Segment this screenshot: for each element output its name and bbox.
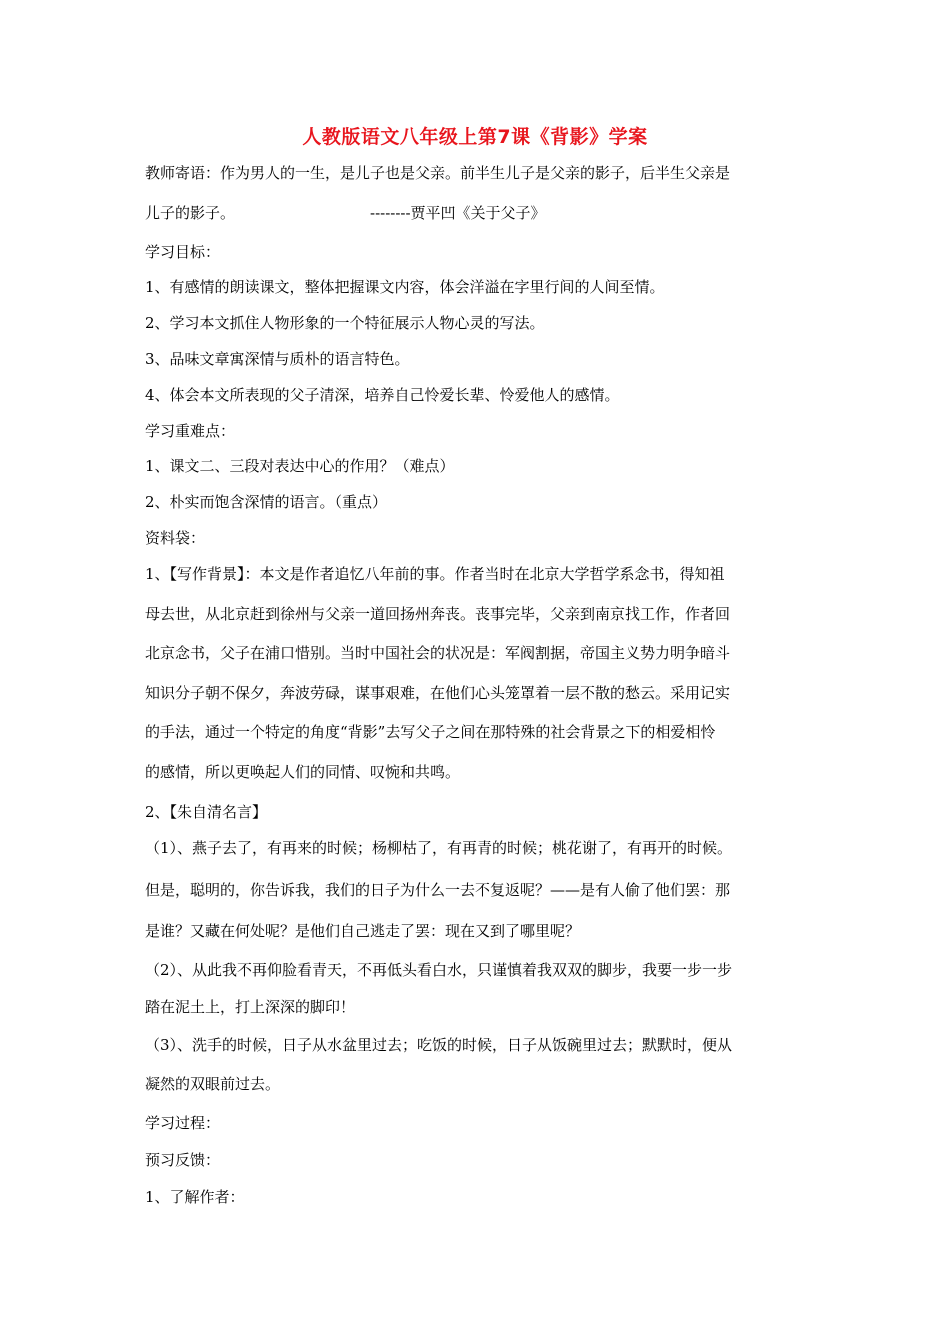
teacher-words-line-1: 教师寄语：作为男人的一生，是儿子也是父亲。前半生儿子是父亲的影子，后半生父亲是 xyxy=(145,164,731,182)
quote-1-line: 是谁？又藏在何处呢？是他们自己逃走了罢：现在又到了哪里呢？ xyxy=(145,922,581,940)
background-line: 的手法，通过一个特定的角度“背影”去写父子之间在那特殊的社会背景之下的相爱相怜 xyxy=(145,723,716,741)
goal-item: 3、品味文章寓深情与质朴的语言特色。 xyxy=(145,350,410,368)
background-line: 1、【写作背景】：本文是作者追忆八年前的事。作者当时在北京大学哲学系念书，得知祖 xyxy=(145,565,725,583)
goal-item: 1、有感情的朗读课文，整体把握课文内容，体会洋溢在字里行间的人间至情。 xyxy=(145,278,665,296)
resources-heading: 资料袋： xyxy=(145,529,206,547)
quote-1-line: 但是，聪明的，你告诉我，我们的日子为什么一去不复返呢？——是有人偷了他们罢：那 xyxy=(145,881,731,899)
goal-item: 2、学习本文抓住人物形象的一个特征展示人物心灵的写法。 xyxy=(145,314,545,332)
preview-feedback-heading: 预习反馈： xyxy=(145,1151,221,1169)
goals-heading: 学习目标： xyxy=(145,243,221,261)
quote-2-line: 踏在泥土上，打上深深的脚印！ xyxy=(145,998,356,1016)
process-item-1: 1、了解作者： xyxy=(145,1188,245,1206)
key-point-item: 1、课文二、三段对表达中心的作用？（难点） xyxy=(145,457,455,475)
process-heading: 学习过程： xyxy=(145,1114,221,1132)
background-line: 母去世，从北京赶到徐州与父亲一道回扬州奔丧。丧事完毕，父亲到南京找工作，作者回 xyxy=(145,605,731,623)
quotes-heading: 2、【朱自清名言】 xyxy=(145,803,268,821)
quote-3-line: 凝然的双眼前过去。 xyxy=(145,1075,281,1093)
key-point-item: 2、朴实而饱含深情的语言。（重点） xyxy=(145,493,388,511)
background-line: 知识分子朝不保夕，奔波劳碌，谋事艰难，在他们心头笼罩着一层不散的愁云。采用记实 xyxy=(145,684,731,702)
background-line: 北京念书，父子在浦口惜别。当时中国社会的状况是：军阀割据，帝国主义势力明争暗斗 xyxy=(145,644,731,662)
quote-3-line: （3）、洗手的时候，日子从水盆里过去；吃饭的时候，日子从饭碗里过去；默默时，便从 xyxy=(145,1036,733,1054)
background-line: 的感情，所以更唤起人们的同情、叹惋和共鸣。 xyxy=(145,763,461,781)
teacher-words-line-2: 儿子的影子。 xyxy=(145,204,236,222)
quote-2-line: （2）、从此我不再仰脸看青天，不再低头看白水，只谨慎着我双双的脚步，我要一步一步 xyxy=(145,961,733,979)
goal-item: 4、体会本文所表现的父子清深，培养自己怜爱长辈、怜爱他人的感情。 xyxy=(145,386,620,404)
teacher-words-signature: --------贾平凹《关于父子》 xyxy=(370,204,546,222)
key-points-heading: 学习重难点： xyxy=(145,422,236,440)
document-title: 人教版语文八年级上第7课《背影》学案 xyxy=(302,126,648,148)
quote-1-line: （1）、燕子去了，有再来的时候；杨柳枯了，有再青的时候；桃花谢了，有再开的时候。 xyxy=(145,839,733,857)
